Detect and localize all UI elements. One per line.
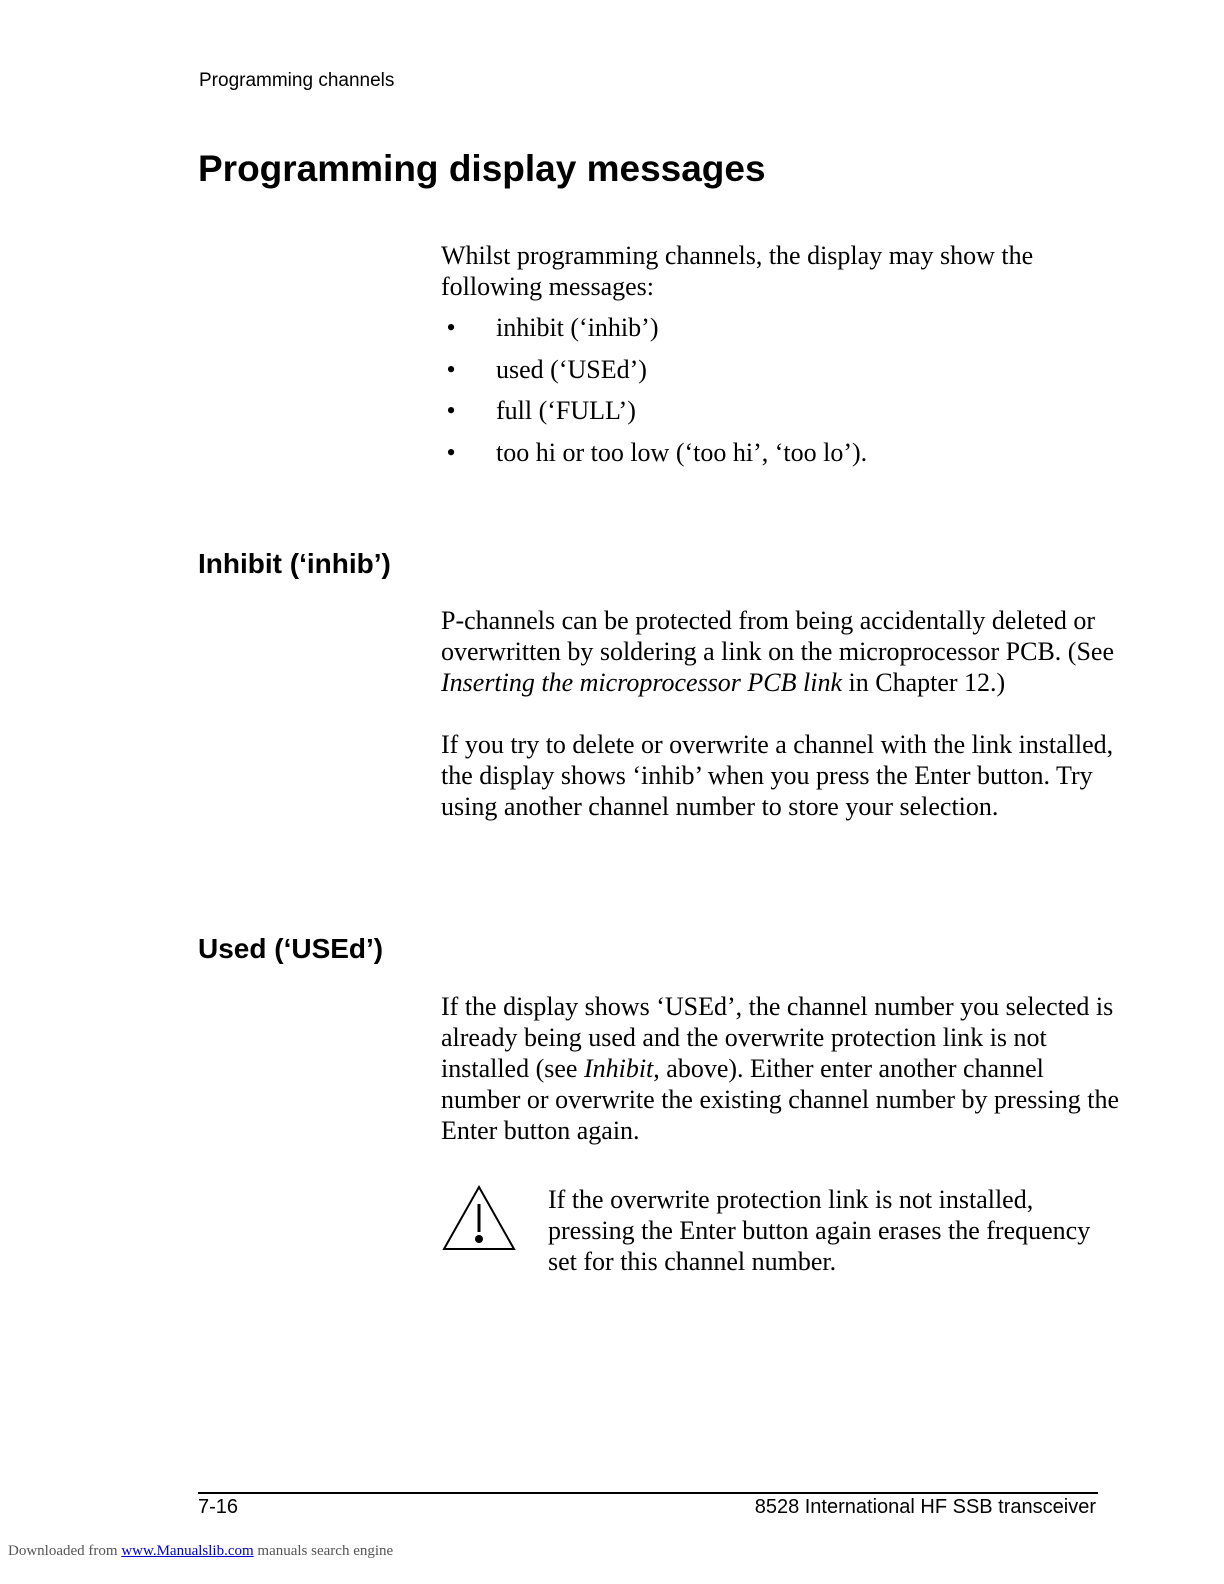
list-item [441, 437, 1121, 479]
inhibit-block [441, 605, 1121, 822]
list-item-text: too hi or too low (‘too hi’, ‘too lo’). [496, 437, 868, 467]
bullet-icon: • [446, 354, 456, 384]
used-paragraph [441, 991, 1121, 1146]
product-name: 8528 International HF SSB transceiver [754, 1496, 1096, 1518]
intro-block [441, 240, 1121, 478]
manualslib-link[interactable]: www.Manualslib.com [121, 1543, 254, 1559]
used-text-a: If the display shows ‘USEd’, the channel number you selected is already being used and the overwrite protection link is not installed (see [441, 992, 1114, 1083]
bullet-icon: • [446, 313, 456, 342]
footer-divider [198, 1492, 1098, 1494]
list-item-text: full (‘FULL’) [496, 396, 636, 425]
used-heading: Used (‘USEd’) [198, 933, 384, 964]
intro-paragraph: Whilst programming channels, the display may show the following messages: [441, 241, 1034, 301]
warning-text: If the overwrite protection link is not installed, pressing the Enter button again erases the frequency set for this channel number. [548, 1185, 1091, 1276]
list-item-text: used (‘USEd’) [496, 354, 647, 384]
page-number: 7-16 [198, 1496, 239, 1518]
bullet-icon: • [446, 437, 456, 467]
inhibit-text-a: P-channels can be protected from being accidentally deleted or overwritten by soldering a link on the microprocessor PCB. (See [441, 606, 1114, 666]
running-header: Programming channels [199, 70, 395, 91]
download-credit [8, 1543, 393, 1560]
inhibit-heading: Inhibit (‘inhib’) [198, 548, 391, 579]
inhibit-reference: Inhibit [583, 1054, 654, 1083]
chapter-reference: Inserting the microprocessor PCB link [441, 668, 843, 697]
list-item [441, 395, 1121, 437]
list-item [441, 312, 1121, 354]
bullet-icon: • [446, 396, 456, 425]
inhibit-text-b: in Chapter 12.) [842, 668, 1006, 697]
list-item [441, 354, 1121, 396]
message-list [441, 312, 1121, 478]
warning-triangle-icon [441, 1184, 517, 1254]
list-item-text: inhibit (‘inhib’) [496, 313, 659, 342]
download-suffix: manuals search engine [253, 1543, 394, 1559]
download-prefix: Downloaded from [8, 1543, 122, 1559]
inhibit-paragraph-2: If you try to delete or overwrite a channel with the link installed, the display shows ‘inhib’ when you press the Enter button. Try using another channel number to store your selection. [441, 730, 1114, 821]
inhibit-paragraph-1 [441, 605, 1121, 698]
used-text-b: , above). Either enter another channel number or overwrite the existing channel number by pressing the Enter button again. [441, 1054, 1119, 1145]
warning-note [441, 1184, 1121, 1284]
used-block [441, 991, 1121, 1146]
page-title: Programming display messages [198, 148, 766, 189]
